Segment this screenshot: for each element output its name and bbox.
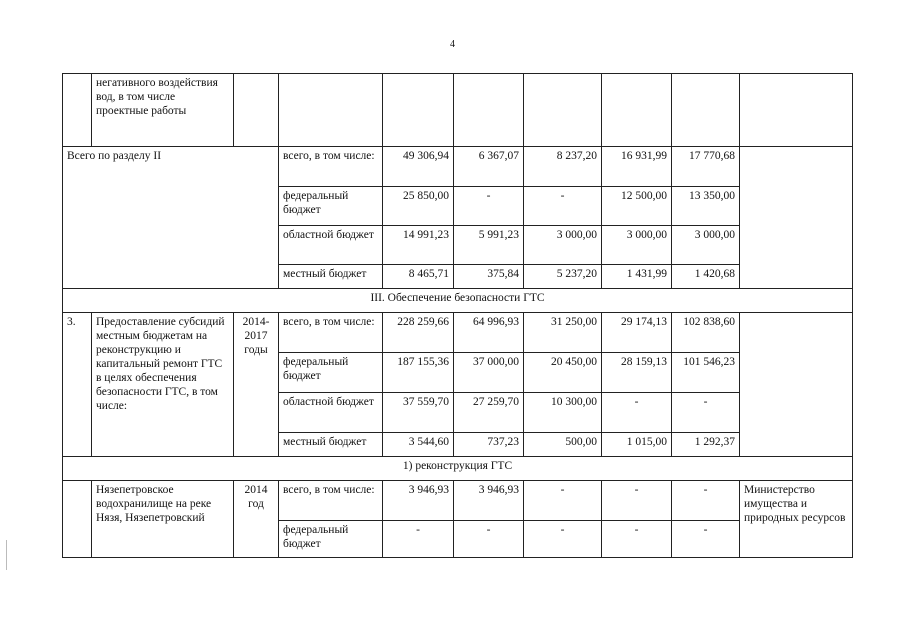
amount-total: 187 155,36 [383, 353, 454, 393]
amount-2016: 1 015,00 [602, 433, 672, 457]
period: 2014-2017 годы [234, 313, 279, 457]
amount-total: 228 259,66 [383, 313, 454, 353]
amount-2017: 1 292,37 [672, 433, 740, 457]
table-row [63, 313, 853, 353]
funding-source: местный бюджет [279, 265, 383, 289]
amount-2014: 5 991,23 [454, 226, 524, 265]
funding-source: федеральный бюджет [279, 521, 383, 558]
amount-2016: 28 159,13 [602, 353, 672, 393]
executor: Министерство имущества и природных ресурсов [740, 481, 853, 558]
period: 2014 год [234, 481, 279, 558]
amount-2017: 3 000,00 [672, 226, 740, 265]
amount-2016: 29 174,13 [602, 313, 672, 353]
amount-2015: - [524, 481, 602, 521]
amount-2017: 17 770,68 [672, 147, 740, 187]
section-header: III. Обеспечение безопасности ГТС [63, 289, 853, 313]
amount-2015: 3 000,00 [524, 226, 602, 265]
amount-2015: - [524, 187, 602, 226]
amount-2014: 6 367,07 [454, 147, 524, 187]
amount-2016: - [602, 521, 672, 558]
amount-2017: 13 350,00 [672, 187, 740, 226]
funding-source: федеральный бюджет [279, 353, 383, 393]
amount-2015: 8 237,20 [524, 147, 602, 187]
funding-source: федеральный бюджет [279, 187, 383, 226]
measure-name: Нязепетровское водохранилище на реке Нязя, Нязепетровский [92, 481, 234, 558]
page-number: 4 [450, 39, 455, 50]
amount-2015: 5 237,20 [524, 265, 602, 289]
executor-cell [740, 147, 853, 289]
table-row [63, 457, 853, 481]
measure-name: Предоставление субсидий местным бюджетам на реконструкцию и капитальный ремонт ГТС в целях обеспечения безопасности ГТС, в том числе: [92, 313, 234, 457]
amount-2014: 64 996,93 [454, 313, 524, 353]
amount-total: 8 465,71 [383, 265, 454, 289]
amount-total: 3 544,60 [383, 433, 454, 457]
amount-2017: 101 546,23 [672, 353, 740, 393]
amount-2014: 27 259,70 [454, 393, 524, 433]
executor-cell [740, 313, 853, 457]
funding-source: областной бюджет [279, 393, 383, 433]
scan-mark [6, 540, 7, 570]
amount-total: - [383, 521, 454, 558]
subsection-header: 1) реконструкция ГТС [63, 457, 853, 481]
funding-source: всего, в том числе: [279, 147, 383, 187]
amount-2015: - [524, 521, 602, 558]
amount-2014: 737,23 [454, 433, 524, 457]
amount-2015: 20 450,00 [524, 353, 602, 393]
amount-2014: 37 000,00 [454, 353, 524, 393]
amount-2014: - [454, 187, 524, 226]
funding-source: всего, в том числе: [279, 481, 383, 521]
amount-2014: - [454, 521, 524, 558]
table-row [63, 147, 853, 187]
funding-source: местный бюджет [279, 433, 383, 457]
amount-total: 25 850,00 [383, 187, 454, 226]
funding-source: всего, в том числе: [279, 313, 383, 353]
item-number: 3. [63, 313, 92, 457]
amount-2016: 3 000,00 [602, 226, 672, 265]
amount-total: 3 946,93 [383, 481, 454, 521]
table-row [63, 289, 853, 313]
amount-2017: - [672, 521, 740, 558]
table-row [63, 481, 853, 521]
amount-2017: 102 838,60 [672, 313, 740, 353]
amount-2015: 10 300,00 [524, 393, 602, 433]
amount-2014: 3 946,93 [454, 481, 524, 521]
amount-2016: - [602, 481, 672, 521]
amount-2016: 1 431,99 [602, 265, 672, 289]
amount-2014: 375,84 [454, 265, 524, 289]
amount-total: 14 991,23 [383, 226, 454, 265]
table-row [63, 74, 853, 147]
amount-2015: 31 250,00 [524, 313, 602, 353]
amount-total: 37 559,70 [383, 393, 454, 433]
amount-total: 49 306,94 [383, 147, 454, 187]
amount-2016: 12 500,00 [602, 187, 672, 226]
budget-table [62, 73, 853, 558]
amount-2017: 1 420,68 [672, 265, 740, 289]
amount-2017: - [672, 393, 740, 433]
section-total-label: Всего по разделу II [63, 147, 279, 289]
amount-2015: 500,00 [524, 433, 602, 457]
amount-2016: 16 931,99 [602, 147, 672, 187]
amount-2017: - [672, 481, 740, 521]
amount-2016: - [602, 393, 672, 433]
measure-name: негативного воздействия вод, в том числе проектные работы [92, 74, 234, 147]
funding-source: областной бюджет [279, 226, 383, 265]
